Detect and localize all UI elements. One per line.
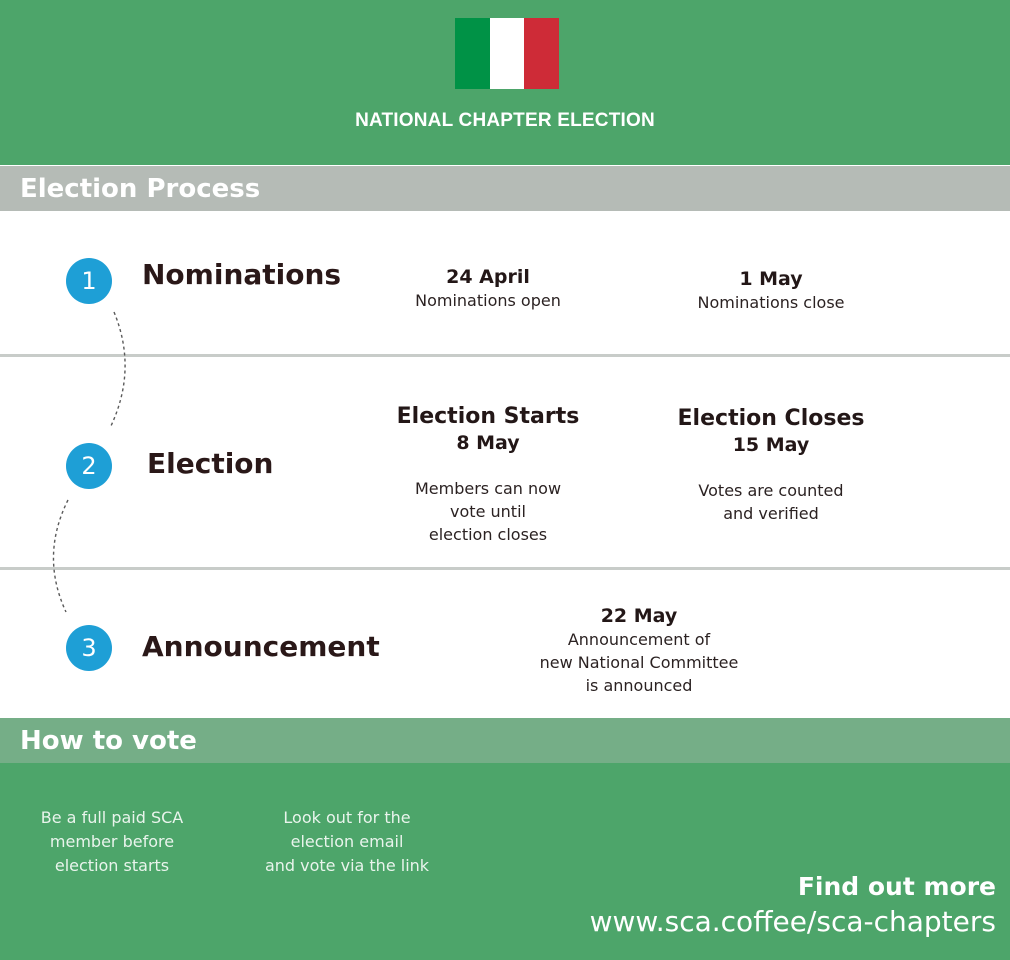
election-starts-desc-line: election closes xyxy=(428,525,548,544)
election-closes-heading: Election Closes xyxy=(677,406,865,431)
nominations-open-date: 24 April xyxy=(446,266,530,288)
election-closes-info xyxy=(652,405,890,525)
step-3-name: Announcement xyxy=(142,630,380,663)
flag-stripe-green xyxy=(455,18,490,89)
announcement-desc-line: new National Committee xyxy=(539,653,739,672)
connector-2-3 xyxy=(53,500,68,612)
announcement-date: 22 May xyxy=(600,605,678,627)
divider xyxy=(0,354,1010,357)
election-starts-info xyxy=(370,403,606,546)
vote-step-2-line: Look out for the xyxy=(283,808,411,827)
vote-step-1-line: Be a full paid SCA xyxy=(40,808,184,827)
step-3-badge: 3 xyxy=(66,625,112,671)
announcement-desc-line: is announced xyxy=(585,676,693,695)
step-2-badge: 2 xyxy=(66,443,112,489)
election-starts-desc-line: Members can now xyxy=(414,479,562,498)
nominations-close-desc: Nominations close xyxy=(697,293,845,312)
nominations-close-info xyxy=(660,267,882,314)
announcement-desc-line: Announcement of xyxy=(567,630,711,649)
nominations-open-info xyxy=(380,265,596,312)
vote-step-1-line: election starts xyxy=(54,856,170,875)
page-title: NATIONAL CHAPTER ELECTION xyxy=(355,110,655,131)
election-starts-date: 8 May xyxy=(456,432,520,454)
flag-stripe-red xyxy=(524,18,559,89)
connector-1-2 xyxy=(110,312,125,428)
nominations-open-desc: Nominations open xyxy=(415,291,561,310)
vote-step-2 xyxy=(240,806,454,878)
election-process-bar xyxy=(0,166,1010,211)
election-closes-date: 15 May xyxy=(732,434,810,456)
chapters-link[interactable]: www.sca.coffee/sca-chapters xyxy=(589,905,996,938)
how-to-vote-bar xyxy=(0,718,1010,763)
vote-step-1 xyxy=(16,806,208,878)
nominations-close-date: 1 May xyxy=(739,268,803,290)
vote-step-2-line: and vote via the link xyxy=(264,856,430,875)
election-closes-desc-line: and verified xyxy=(723,504,819,523)
announcement-info xyxy=(500,604,778,697)
find-out-more-heading: Find out more xyxy=(797,872,996,901)
step-1-badge: 1 xyxy=(66,258,112,304)
divider xyxy=(0,567,1010,570)
flag-stripe-white xyxy=(490,18,525,89)
step-2-name: Election xyxy=(147,447,274,480)
vote-step-2-line: election email xyxy=(290,832,404,851)
italy-flag-icon xyxy=(455,18,559,89)
how-to-vote-title: How to vote xyxy=(20,726,197,756)
election-closes-desc-line: Votes are counted xyxy=(698,481,844,500)
vote-step-1-line: member before xyxy=(49,832,175,851)
election-process-title: Election Process xyxy=(20,174,261,204)
election-starts-heading: Election Starts xyxy=(396,404,580,429)
election-starts-desc-line: vote until xyxy=(450,502,526,521)
step-1-name: Nominations xyxy=(142,258,342,291)
